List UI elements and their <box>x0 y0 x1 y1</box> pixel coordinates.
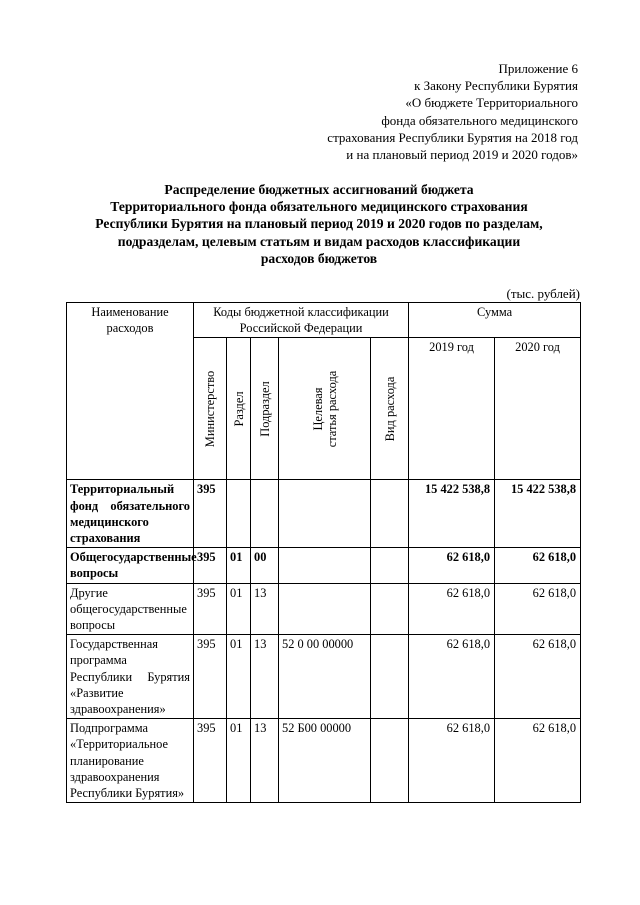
row-2020: 62 618,0 <box>495 719 581 803</box>
row-ministry: 395 <box>194 480 227 548</box>
row-ministry: 395 <box>194 635 227 719</box>
header-codes: Коды бюджетной классификации Российской Федерации <box>194 303 409 338</box>
appendix-line: фонда обязательного медицинского <box>381 112 578 128</box>
row-type <box>371 480 409 548</box>
row-2020: 62 618,0 <box>495 583 581 635</box>
header-subsection: Подраздел <box>251 338 279 480</box>
row-target <box>279 480 371 548</box>
row-subsection <box>251 480 279 548</box>
row-ministry: 395 <box>194 548 227 583</box>
row-subsection: 13 <box>251 719 279 803</box>
row-2019: 62 618,0 <box>409 719 495 803</box>
row-name: Государственная программа Республики Бурятия «Развитие здравоохранения» <box>67 635 194 719</box>
title-line: Распределение бюджетных ассигнований бюджета <box>164 182 474 197</box>
row-name: Подпрограмма «Территориальное планирование здравоохранения Республики Бурятия» <box>67 719 194 803</box>
appendix-line: к Закону Республики Бурятия <box>414 78 578 94</box>
units-label: (тыс. рублей) <box>506 286 580 301</box>
row-section: 01 <box>227 548 251 583</box>
row-2020: 15 422 538,8 <box>495 480 581 548</box>
title-line: расходов бюджетов <box>260 250 378 266</box>
appendix-line: и на плановый период 2019 и 2020 годов» <box>346 147 578 163</box>
row-section: 01 <box>227 583 251 635</box>
header-section: Раздел <box>227 338 251 480</box>
row-type <box>371 635 409 719</box>
row-type <box>371 583 409 635</box>
table-row <box>67 548 581 583</box>
row-name: Территориальный фонд обязательного медицинского страхования <box>67 480 194 548</box>
row-target: 52 Б00 00000 <box>279 719 371 803</box>
row-name: Общегосударственные вопросы <box>67 548 194 583</box>
row-name: Другие общегосударственные вопросы <box>67 583 194 635</box>
header-expense-type: Вид расхода <box>371 338 409 480</box>
row-type <box>371 548 409 583</box>
title-line: Территориального фонда обязательного медицинского страхования <box>110 199 528 215</box>
header-sum: Сумма <box>409 303 581 338</box>
appendix-line: «О бюджете Территориального <box>405 95 578 111</box>
header-name: Наименование расходов <box>67 303 194 480</box>
row-target <box>279 548 371 583</box>
appendix-line: страхования Республики Бурятия на 2018 год <box>327 129 578 145</box>
appendix-note <box>327 60 578 163</box>
table-row <box>67 719 581 803</box>
header-target: Целевая статья расхода <box>279 338 371 480</box>
row-2019: 62 618,0 <box>409 548 495 583</box>
row-section <box>227 480 251 548</box>
row-subsection: 13 <box>251 583 279 635</box>
row-type <box>371 719 409 803</box>
appendix-line: Приложение 6 <box>498 61 578 76</box>
header-ministry: Министерство <box>194 338 227 480</box>
budget-table <box>66 302 581 803</box>
title-line: подразделам, целевым статьям и видам расходов классификации <box>117 233 521 249</box>
row-2020: 62 618,0 <box>495 548 581 583</box>
row-subsection: 13 <box>251 635 279 719</box>
title-line: Республики Бурятия на плановый период 2019 и 2020 годов по разделам, <box>95 216 543 232</box>
row-target <box>279 583 371 635</box>
row-subsection: 00 <box>251 548 279 583</box>
row-2019: 62 618,0 <box>409 583 495 635</box>
row-ministry: 395 <box>194 583 227 635</box>
row-2019: 15 422 538,8 <box>409 480 495 548</box>
row-2019: 62 618,0 <box>409 635 495 719</box>
header-row <box>67 303 581 338</box>
row-2020: 62 618,0 <box>495 635 581 719</box>
header-2019: 2019 год <box>409 338 495 480</box>
table-row <box>67 635 581 719</box>
table-row <box>67 583 581 635</box>
table-row <box>67 480 581 548</box>
row-target: 52 0 00 00000 <box>279 635 371 719</box>
row-section: 01 <box>227 635 251 719</box>
row-ministry: 395 <box>194 719 227 803</box>
document-title <box>60 181 578 267</box>
row-section: 01 <box>227 719 251 803</box>
header-2020: 2020 год <box>495 338 581 480</box>
